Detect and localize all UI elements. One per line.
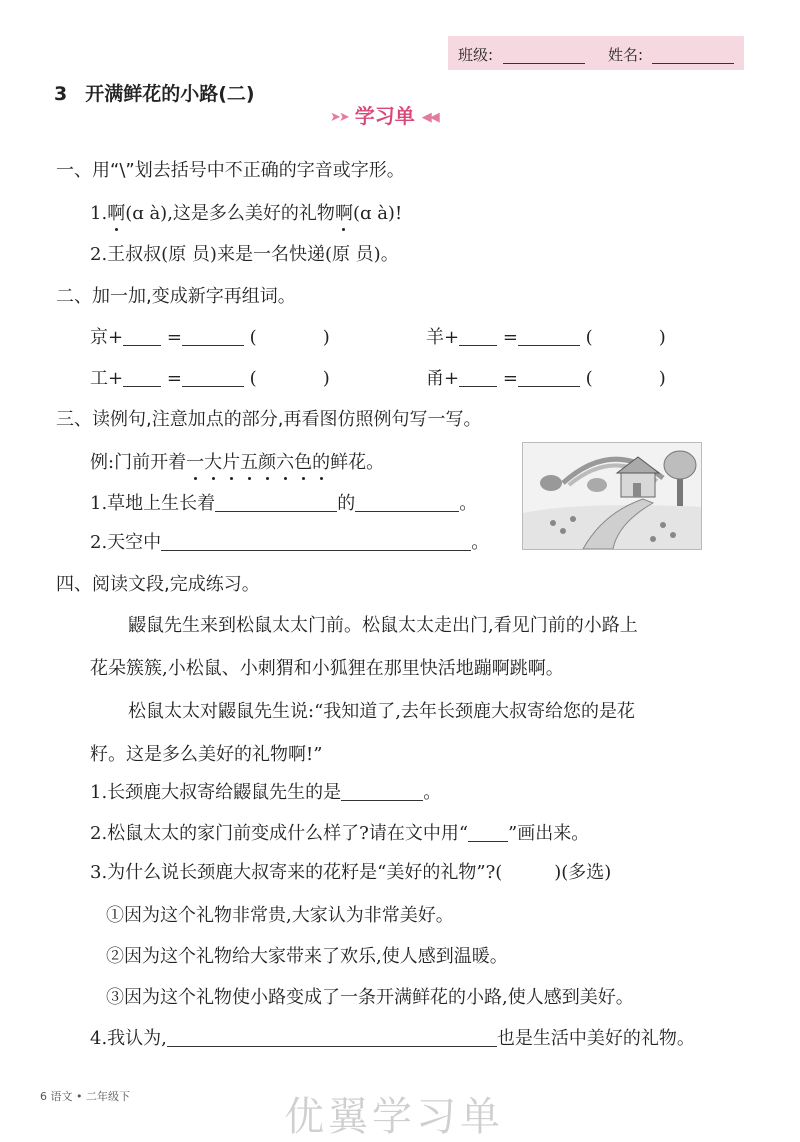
q3-sentence2 [90,528,489,554]
meadow-scene-icon [523,443,701,549]
q3-s2-text: 2.天空中 [90,532,162,553]
paren-right: ) [322,327,330,348]
q2-char: 工+ [90,368,124,389]
q4-s1-end: 。 [423,782,442,803]
paren-right: ) [322,368,330,389]
q4-s3-end: )(多选) [554,862,612,883]
q3-s1-end: 。 [459,493,478,514]
dotted-char: 的 [312,452,331,473]
passage-line: 籽。这是多么美好的礼物啊!” [90,744,323,765]
q3-sentence1 [90,489,477,515]
answer-blank[interactable] [161,532,471,551]
paren-left: ( [585,327,593,348]
answer-blank[interactable] [518,368,580,387]
q3-s2-end: 。 [471,532,490,553]
q4-s4-end: 也是生活中美好的礼物。 [496,1028,695,1049]
equals: = [166,327,182,348]
q2-char: 京+ [90,327,124,348]
q3-s1-de: 的 [337,493,356,514]
paren-right: ) [658,368,666,389]
dotted-char: 色 [294,452,313,473]
lesson-title-text: 开满鲜花的小路(二) [85,83,255,105]
q4-s3 [90,858,611,884]
answer-blank[interactable] [459,368,497,387]
class-field[interactable] [503,63,585,64]
q4-heading: 四、阅读文段,完成练习。 [56,574,260,595]
paren-right: ) [658,327,666,348]
q2-row1-right [426,323,666,349]
option-1: ①因为这个礼物非常贵,大家认为非常美好。 [106,905,454,926]
q4-s2-text: 2.松鼠太太的家门前变成什么样了?请在文中用“ [90,823,469,844]
equals: = [502,327,518,348]
dotted-char: 六 [276,452,295,473]
q1-item1 [90,199,402,225]
name-label: 姓名: [608,46,644,64]
class-label: 班级: [458,46,494,64]
equals: = [502,368,518,389]
paren-left: ( [249,327,257,348]
passage-line: 鼹鼠先生来到松鼠太太门前。松鼠太太走出门,看见门前的小路上 [128,615,638,636]
paren-left: ( [585,368,593,389]
answer-blank[interactable] [459,327,497,346]
meadow-illustration [522,442,702,550]
answer-blank[interactable] [123,327,161,346]
q2-char: 羊+ [426,327,460,348]
answer-blank[interactable] [123,368,161,387]
arrow-right-icon: ➤➤ [330,110,348,125]
dotted-char: 一 [186,452,205,473]
q2-row2-left [90,364,330,390]
answer-blank[interactable] [518,327,580,346]
q3-example [90,448,384,474]
example-prefix: 例:门前开着 [90,452,187,473]
class-name-header [448,36,744,70]
q4-s2-end: ”画出来。 [508,823,590,844]
dotted-char: 大 [204,452,223,473]
underline-sample [468,823,508,842]
worksheet-label [330,100,438,129]
q1-item1-mid: (ɑ à),这是多么美好的礼物 [125,203,335,224]
page-footer: 6 语文 • 二年级下 [40,1090,130,1103]
q1-heading: 一、用“\”划去括号中不正确的字音或字形。 [56,160,405,181]
dotted-char: 五 [240,452,259,473]
option-2: ②因为这个礼物给大家带来了欢乐,使人感到温暖。 [106,946,508,967]
watermark: 优翼学习单 [284,1094,504,1140]
q1-item2: 2.王叔叔(原 员)来是一名快递(原 员)。 [90,244,399,265]
q2-row1-left [90,323,330,349]
name-field[interactable] [652,63,734,64]
q4-s1-text: 1.长颈鹿大叔寄给鼹鼠先生的是 [90,782,342,803]
option-3: ③因为这个礼物使小路变成了一条开满鲜花的小路,使人感到美好。 [106,987,634,1008]
q2-char: 甬+ [426,368,460,389]
q3-s1-text: 1.草地上生长着 [90,493,216,514]
dotted-char: 颜 [258,452,277,473]
answer-blank[interactable] [215,493,337,512]
answer-blank[interactable] [355,493,459,512]
q3-heading: 三、读例句,注意加点的部分,再看图仿照例句写一写。 [56,409,482,430]
q4-s3-text: 3.为什么说长颈鹿大叔寄来的花籽是“美好的礼物”?( [90,862,503,883]
q1-item1-num: 1. [90,203,108,224]
q4-s2 [90,819,589,845]
q4-s4 [90,1024,695,1050]
example-suffix: 鲜花。 [330,452,385,473]
lesson-title [54,79,255,106]
q4-s1 [90,778,441,804]
answer-blank[interactable] [167,1028,497,1047]
q2-row2-right [426,364,666,390]
equals: = [166,368,182,389]
dotted-char: 啊 [334,203,353,224]
answer-blank[interactable] [182,368,244,387]
answer-blank[interactable] [341,782,423,801]
q4-s4-text: 4.我认为, [90,1028,167,1049]
arrow-left-icon: ◀◀ [421,110,438,125]
passage-line: 花朵簇簇,小松鼠、小刺猬和小狐狸在那里快活地蹦啊跳啊。 [90,658,564,679]
q2-heading: 二、加一加,变成新字再组词。 [56,286,296,307]
q1-item1-end: (ɑ à)! [352,203,403,224]
dotted-char: 片 [222,452,241,473]
answer-blank[interactable] [182,327,244,346]
dotted-char: 啊 [107,203,126,224]
lesson-number: 3 [54,83,68,105]
passage-line: 松鼠太太对鼹鼠先生说:“我知道了,去年长颈鹿大叔寄给您的是花 [128,701,635,722]
paren-left: ( [249,368,257,389]
worksheet-label-text: 学习单 [354,104,415,128]
